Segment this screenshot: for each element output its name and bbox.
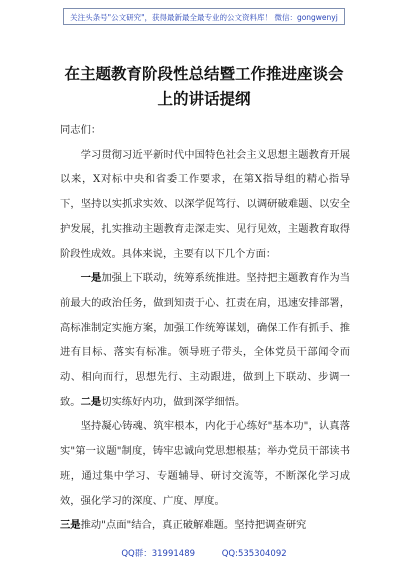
title-line-1: 在主题教育阶段性总结暨工作推进座谈会 <box>64 65 344 83</box>
footer <box>0 547 408 559</box>
point-two-lead: 二是 <box>80 395 102 408</box>
paragraph-2 <box>60 266 350 414</box>
document-title <box>40 62 368 112</box>
point-two-text: 切实练好内功，做到深学细悟。 <box>101 395 246 408</box>
footer-qq: QQ:535304092 <box>221 549 287 559</box>
point-three-text: 推动"点面"结合，真正破解难题。坚持把调查研究 <box>80 519 307 532</box>
title-line-2: 上的讲话提纲 <box>157 90 251 108</box>
paragraph-4 <box>60 513 350 538</box>
point-three-lead: 三是 <box>60 519 81 532</box>
salutation: 同志们： <box>60 124 102 136</box>
point-one-lead: 一是 <box>80 272 102 285</box>
paragraph-3: 坚持凝心铸魂、筑牢根本，内化于心练好"基本功"，认真落实"第一议题"制度，铸牢忠诚向党思想根基；举办党员干部读书班，通过集中学习、专题辅导、研讨交流等，不断深化学习成效，强化学习的深度、广度、厚度。 <box>60 420 350 507</box>
footer-qq-group: QQ群：31991489 <box>121 549 196 559</box>
paragraph-1: 学习贯彻习近平新时代中国特色社会主义思想主题教育开展以来，X对标中央和省委工作要求，在第X指导组的精心指导下，坚持以实抓求实效、以深学促笃行、以调研破难题、以安全护发展，扎实推动主题教育走深走实、见行见效，主题教育取得阶段性成效。具体来说，主要有以下几个方面： <box>60 148 350 260</box>
document-body <box>60 118 350 538</box>
point-one-text: 加强上下联动，统筹系统推进。坚持把主题教育作为当前最大的政治任务，做到知责于心、扛责在肩，迅速安排部署，高标准制定实施方案，加强工作统筹谋划，确保工作有抓手、推进有目标、落实有标准。领导班子带头，全体党员干部闻令而动、相向而行，思想先行、主动跟进，做到上下联动、步调一致。 <box>60 272 351 408</box>
header-banner[interactable]: 关注头条号"公文研究"，获得最新最全最专业的公文资料库！ 微信：gongwenyj <box>63 8 345 25</box>
